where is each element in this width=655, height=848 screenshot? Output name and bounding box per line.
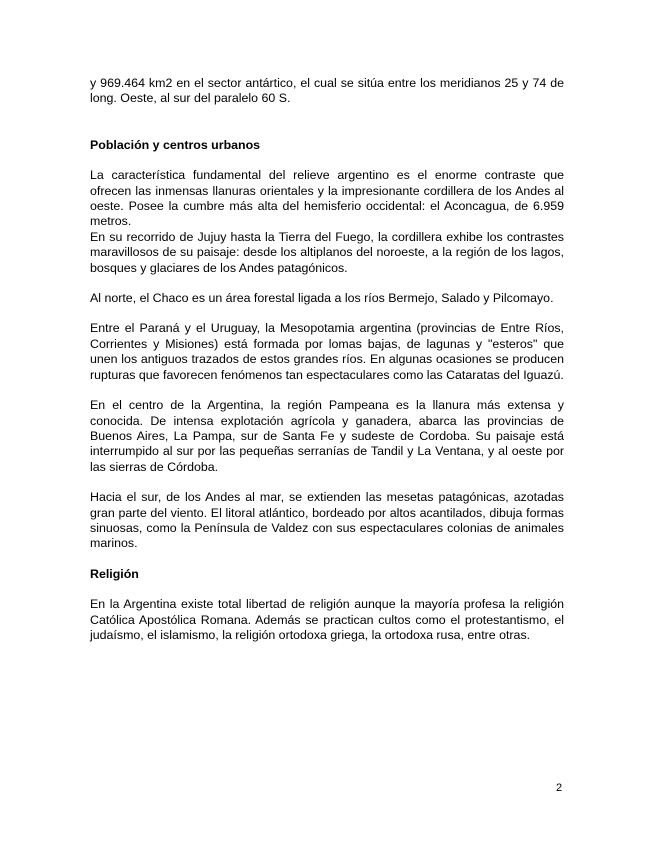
paragraph: Al norte, el Chaco es un área forestal ligada a los ríos Bermejo, Salado y Pilcomayo. xyxy=(90,291,554,306)
paragraph: Entre el Paraná y el Uruguay, la Mesopotamia argentina (provincias de Entre Ríos, Corrientes y Misiones) está formada por lomas bajas, de lagunas y "esteros" que unen los antiguos trazados de estos grandes ríos. En algunas ocasiones se producen rupturas que favorecen fenómenos tan espectaculares como las Cataratas del Iguazú. xyxy=(90,321,564,382)
page-body xyxy=(90,76,564,643)
page-number: 2 xyxy=(556,782,563,794)
section-heading-population: Población y centros urbanos xyxy=(90,137,261,152)
paragraph: Hacia el sur, de los Andes al mar, se extienden las mesetas patagónicas, azotadas gran parte del viento. El litoral atlántico, bordeado por altos acantilados, dibuja formas sinuosas, como la Península de Valdez con sus espectaculares colonias de animales marinos. xyxy=(90,490,564,551)
paragraph: La característica fundamental del relieve argentino es el enorme contraste que ofrecen las inmensas llanuras orientales y la impresionante cordillera de los Andes al oeste. Posee la cumbre más alta del hemisferio occidental: el Aconcagua, de 6.959 metros. xyxy=(90,168,564,229)
section-heading-religion: Religión xyxy=(90,566,139,581)
intro-paragraph: y 969.464 km2 en el sector antártico, el cual se sitúa entre los meridianos 25 y 74 de long. Oeste, al sur del paralelo 60 S. xyxy=(90,76,564,106)
paragraph: En el centro de la Argentina, la región Pampeana es la llanura más extensa y conocida. De intensa explotación agrícola y ganadera, abarca las provincias de Buenos Aires, La Pampa, sur de Santa Fe y sudeste de Cordoba. Su paisaje está interrumpido al sur por las pequeñas serranías de Tandil y La Ventana, y al oeste por las sierras de Córdoba. xyxy=(90,398,564,474)
paragraph: En la Argentina existe total libertad de religión aunque la mayoría profesa la religión Católica Apostólica Romana. Además se practican cultos como el protestantismo, el judaísmo, el islamismo, la religión ortodoxa griega, la ortodoxa rusa, entre otras. xyxy=(90,597,564,642)
paragraph: En su recorrido de Jujuy hasta la Tierra del Fuego, la cordillera exhibe los contrastes maravillosos de su paisaje: desde los altiplanos del noroeste, a la región de los lagos, bosques y glaciares de los Andes patagónicos. xyxy=(90,229,564,275)
